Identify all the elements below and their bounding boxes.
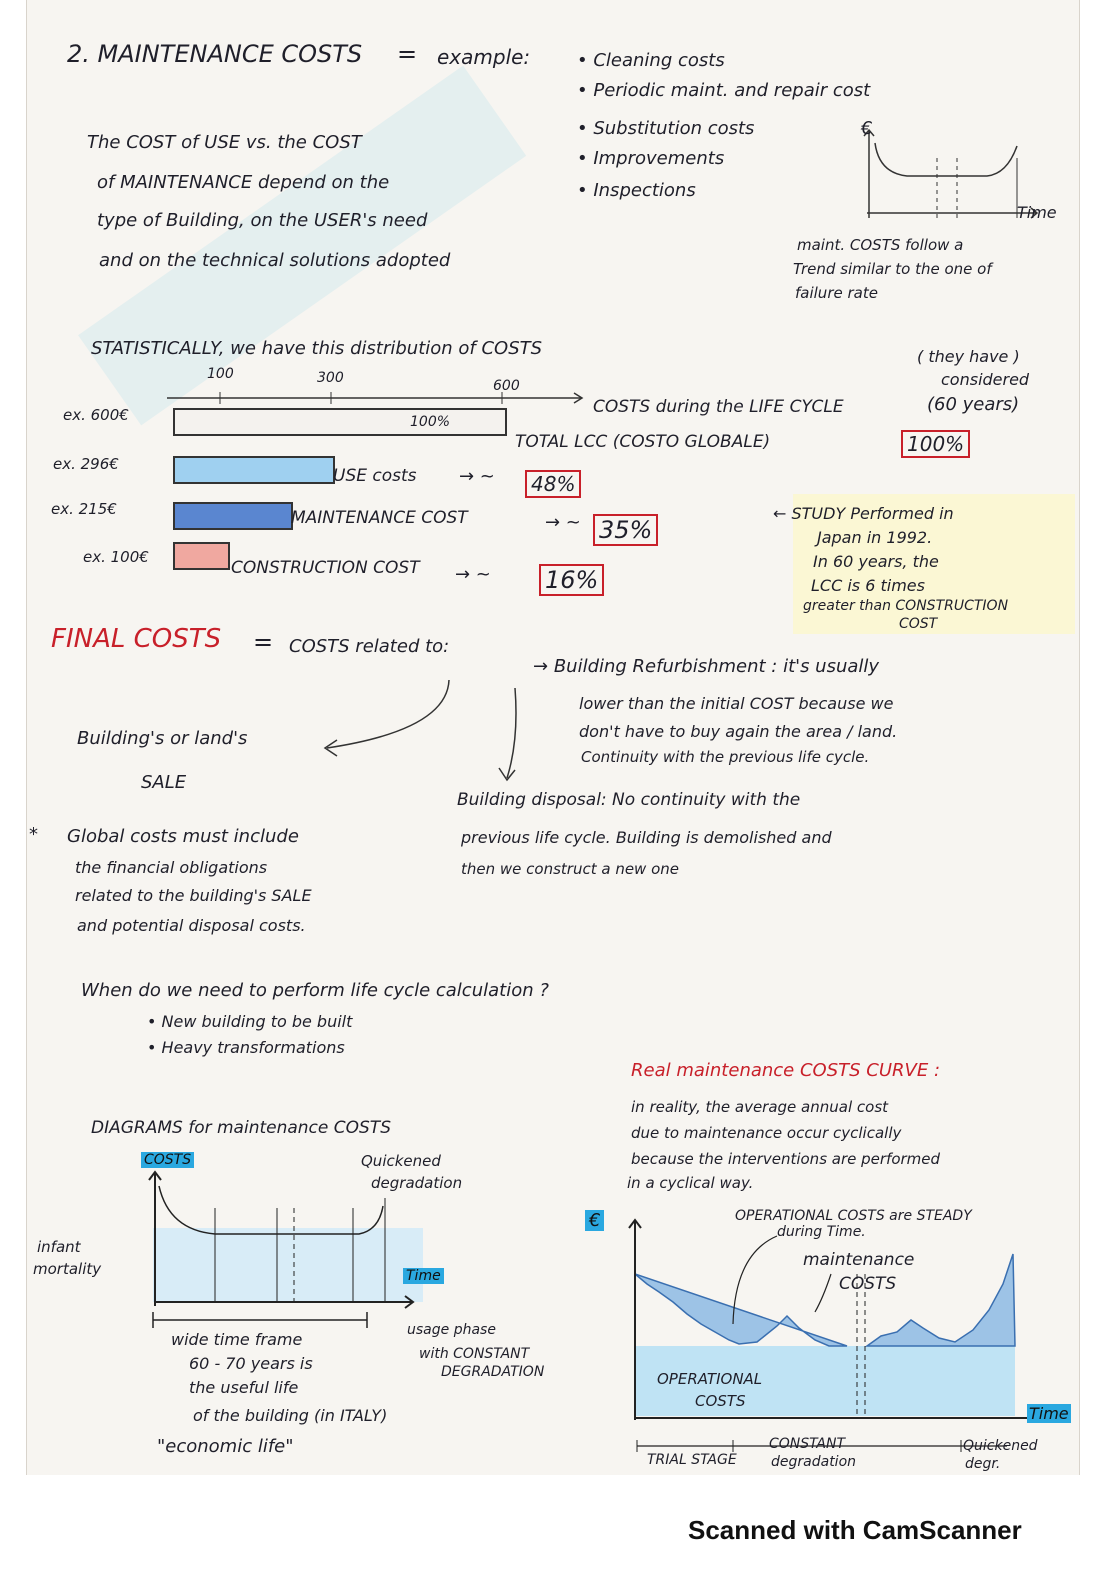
row-label: USE costs [333, 466, 417, 486]
row-arrow: → ~ [545, 512, 581, 533]
text-line: then we construct a new one [461, 860, 679, 878]
row-example: ex. 215€ [51, 500, 117, 518]
text-line: the useful life [189, 1378, 299, 1397]
text-line: 60 - 70 years is [189, 1354, 313, 1373]
right-diagram-title: Real maintenance COSTS CURVE : [631, 1060, 941, 1081]
time-axis-label: Time [1017, 203, 1057, 222]
text-line: wide time frame [171, 1330, 303, 1349]
lcc-item: • Heavy transformations [147, 1038, 345, 1057]
right-x-label: Time [1029, 1404, 1069, 1423]
maint-label: COSTS [839, 1274, 897, 1294]
text-line: in a cyclical way. [627, 1174, 754, 1192]
section-eq: = [397, 40, 418, 68]
final-eq: = [253, 628, 274, 656]
text-line: Japan in 1992. [817, 528, 933, 547]
op-note: OPERATIONAL COSTS are STEADY [735, 1208, 972, 1224]
text-line: The COST of USE vs. the COST [87, 132, 362, 153]
right-y-label: € [585, 1210, 604, 1231]
section-title: 2. MAINTENANCE COSTS [67, 40, 363, 68]
usage-label: DEGRADATION [441, 1364, 545, 1380]
lcc-item: • New building to be built [147, 1012, 353, 1031]
cost-bar [173, 502, 293, 530]
cost-bar [173, 408, 507, 436]
text-line: In 60 years, the [813, 552, 939, 571]
text-line: related to the building's SALE [75, 886, 312, 905]
text-line: failure rate [795, 284, 878, 302]
statistics-intro: STATISTICALLY, we have this distribution of COSTS [91, 338, 543, 359]
text-line: LCC is 6 times [811, 576, 925, 595]
camscanner-footer: Scanned with CamScanner [688, 1515, 1022, 1545]
text-line: "economic life" [157, 1436, 294, 1457]
example-item: • Substitution costs [577, 118, 755, 139]
percent-box: 16% [539, 564, 604, 596]
row-example: ex. 600€ [63, 406, 129, 424]
example-item: • Periodic maint. and repair cost [577, 80, 871, 101]
cost-bar [173, 456, 335, 484]
text-line: type of Building, on the USER's need [97, 210, 428, 231]
text-line: COST [899, 616, 938, 632]
text-line: Building disposal: No continuity with the [457, 790, 801, 810]
phase-label: degr. [965, 1456, 1001, 1472]
phase-label: CONSTANT [769, 1436, 846, 1452]
op-label: OPERATIONAL [657, 1370, 763, 1388]
row-example: ex. 100€ [83, 548, 149, 566]
infant-label: mortality [33, 1260, 102, 1278]
text-line: considered [941, 370, 1030, 389]
text-line: ← STUDY Performed in [773, 504, 954, 523]
text-line: in reality, the average annual cost [631, 1098, 889, 1116]
row-arrow: → ~ [455, 564, 491, 585]
text-line: → Building Refurbishment : it's usually [533, 656, 880, 677]
notebook-page [26, 0, 1080, 1475]
text-line: (60 years) [927, 394, 1020, 415]
bar-label: 100% [410, 414, 451, 430]
percent-box: 35% [593, 514, 658, 546]
infant-label: infant [37, 1238, 81, 1256]
left-diagram-title: DIAGRAMS for maintenance COSTS [91, 1118, 391, 1138]
related-label: COSTS related to: [289, 636, 450, 657]
cost-axis [167, 380, 627, 410]
text-line: because the interventions are performed [631, 1150, 941, 1168]
quickened-label: Quickened [361, 1152, 441, 1170]
quickened-label: degradation [371, 1174, 463, 1192]
op-note: during Time. [777, 1224, 866, 1240]
text-line: ( they have ) [917, 347, 1020, 366]
example-item: • Cleaning costs [577, 50, 725, 71]
percent-box: 48% [525, 470, 581, 498]
phase-label: degradation [771, 1454, 857, 1470]
op-label: COSTS [695, 1392, 746, 1410]
text-line: and potential disposal costs. [77, 916, 306, 935]
maint-label: maintenance [803, 1250, 915, 1270]
axis-tick: 600 [493, 378, 520, 394]
text-line: Building's or land's [77, 728, 248, 749]
final-costs-title: FINAL COSTS [51, 624, 222, 654]
usage-label: with CONSTANT [419, 1346, 530, 1362]
text-line: greater than CONSTRUCTION [803, 598, 1009, 614]
text-line: maint. COSTS follow a [797, 236, 964, 254]
phase-label: Quickened [963, 1438, 1038, 1454]
example-label: example: [437, 45, 531, 69]
row-label: TOTAL LCC (COSTO GLOBALE) [515, 432, 771, 452]
text-line: lower than the initial COST because we [579, 694, 894, 713]
text-line: don't have to buy again the area / land. [579, 722, 898, 741]
row-arrow: → ~ [459, 466, 495, 487]
text-line: of MAINTENANCE depend on the [97, 172, 390, 193]
euro-axis-label: € [861, 118, 873, 139]
timeframe-bracket [147, 1310, 377, 1330]
row-example: ex. 296€ [53, 455, 119, 473]
phase-label: TRIAL STAGE [647, 1452, 737, 1468]
final-costs-arrows [307, 670, 547, 790]
lcc-question: When do we need to perform life cycle calculation ? [81, 980, 549, 1001]
example-item: • Improvements [577, 148, 725, 169]
text-line: previous life cycle. Building is demolished and [461, 828, 832, 847]
text-line: due to maintenance occur cyclically [631, 1124, 902, 1142]
text-line: the financial obligations [75, 858, 268, 877]
text-line: SALE [141, 772, 187, 793]
example-item: • Inspections [577, 180, 696, 201]
row-label: CONSTRUCTION COST [231, 558, 420, 578]
usage-label: usage phase [407, 1322, 496, 1338]
axis-tick: 100 [207, 366, 234, 382]
cost-bar [173, 542, 230, 570]
text-line: Global costs must include [67, 826, 299, 847]
text-line: Continuity with the previous life cycle. [581, 748, 870, 766]
axis-tick: 300 [317, 370, 344, 386]
left-y-label: COSTS [141, 1152, 194, 1168]
left-x-label: Time [403, 1268, 444, 1284]
text-line: and on the technical solutions adopted [99, 250, 451, 271]
lifecycle-label: COSTS during the LIFE CYCLE [593, 397, 844, 417]
asterisk: * [29, 824, 38, 845]
text-line: Trend similar to the one of [793, 260, 992, 278]
text-line: of the building (in ITALY) [193, 1406, 388, 1425]
row-label: MAINTENANCE COST [291, 508, 468, 528]
percent-box: 100% [901, 430, 970, 458]
